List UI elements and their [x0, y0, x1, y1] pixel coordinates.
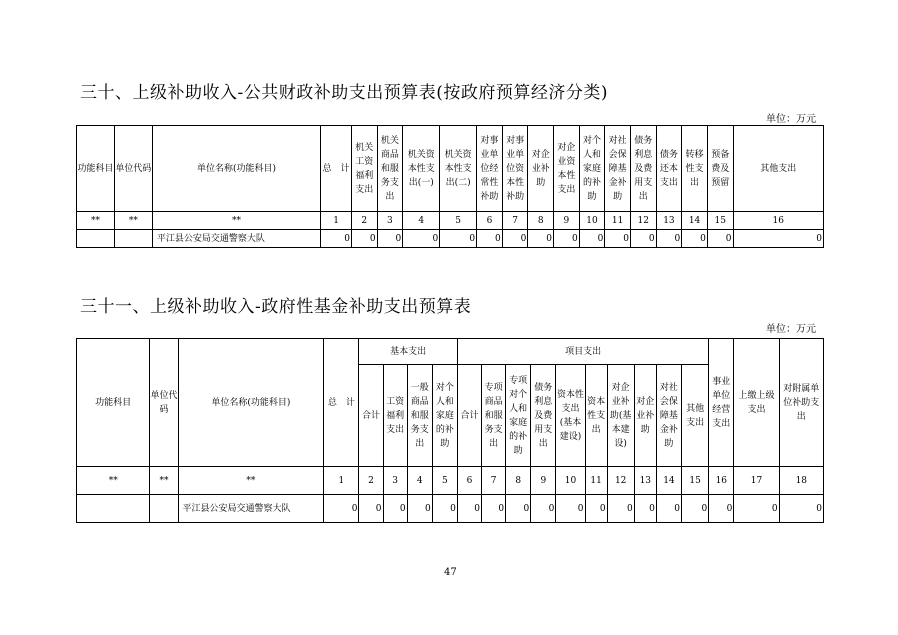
table30-header-row [77, 126, 824, 212]
col-wages: 工资福利支出 [383, 365, 407, 467]
index-cell: 13 [656, 212, 682, 230]
index-cell: ** [77, 212, 115, 230]
index-cell: 9 [531, 467, 556, 495]
index-cell: ** [150, 467, 178, 495]
col-h7: 机关资本性支出(二) [440, 126, 477, 212]
col-unit-name: 单位名称(功能科目) [152, 126, 320, 212]
data-cell: 0 [457, 495, 481, 523]
data-cell: 0 [531, 495, 556, 523]
col-special-personal: 专项对个人和家庭的补助 [506, 365, 531, 467]
index-cell: 16 [733, 212, 823, 230]
col-personal-subsidy: 对个人和家庭的补助 [432, 365, 457, 467]
col-h16: 转移性支出 [682, 126, 708, 212]
data-cell: 0 [707, 230, 733, 248]
data-cell: 0 [502, 230, 528, 248]
data-cell: 0 [682, 230, 708, 248]
col-debt-interest: 债务利息及费用支出 [531, 365, 556, 467]
index-cell: 14 [656, 467, 681, 495]
index-cell: 8 [528, 212, 554, 230]
index-cell: 3 [377, 212, 403, 230]
col-capital: 资本性支出 [585, 365, 607, 467]
index-cell: ** [77, 467, 150, 495]
index-cell: 4 [407, 467, 432, 495]
data-cell: 0 [630, 230, 656, 248]
col-h9: 对事业单位资本性补助 [502, 126, 528, 212]
col-other: 其他支出 [681, 365, 708, 467]
data-cell: 0 [324, 495, 359, 523]
col-h4: 机关工资福利支出 [351, 126, 377, 212]
index-cell: 1 [321, 212, 352, 230]
table30-data-row [77, 230, 824, 248]
col-social-security: 对社会保障基金补助 [656, 365, 681, 467]
col-h14: 债务利息及费用支出 [630, 126, 656, 212]
col-h5: 机关商品和服务支出 [377, 126, 403, 212]
col-basic-total: 合计 [359, 365, 383, 467]
data-cell: 0 [403, 230, 440, 248]
index-cell: 18 [779, 467, 823, 495]
index-cell: 14 [682, 212, 708, 230]
data-cell: 0 [383, 495, 407, 523]
index-cell: 11 [585, 467, 607, 495]
index-cell: 7 [502, 212, 528, 230]
index-cell: 2 [359, 467, 383, 495]
table30-unit: 单位：万元 [766, 114, 816, 125]
data-cell [114, 230, 152, 248]
data-cell: 0 [556, 495, 585, 523]
col-subsidiary-subsidy: 对附属单位补助支出 [779, 339, 823, 467]
data-cell: 0 [440, 230, 477, 248]
col-h10: 对企业补助 [528, 126, 554, 212]
table31-header-row-1 [77, 339, 824, 365]
index-cell: 1 [324, 467, 359, 495]
col-enterprise-construction: 对企业补助(基本建设) [607, 365, 634, 467]
data-cell: 0 [407, 495, 432, 523]
col-goods-services: 一般商品和服务支出 [407, 365, 432, 467]
table31-data-row [77, 495, 824, 523]
col-h17: 预备费及预留 [707, 126, 733, 212]
index-cell: 10 [556, 467, 585, 495]
index-cell: 10 [579, 212, 605, 230]
data-cell [150, 495, 178, 523]
col-h15: 债务还本支出 [656, 126, 682, 212]
data-cell: 0 [477, 230, 503, 248]
group-project-expenditure: 项目支出 [457, 339, 708, 365]
data-cell: 0 [656, 495, 681, 523]
index-cell: 17 [734, 467, 779, 495]
data-cell: 0 [554, 230, 580, 248]
data-cell: 0 [733, 230, 823, 248]
data-cell: 0 [709, 495, 734, 523]
col-special-goods: 专项商品和服务支出 [482, 365, 506, 467]
index-cell: 3 [383, 467, 407, 495]
col-h12: 对个人和家庭的补助 [579, 126, 605, 212]
table30 [76, 125, 824, 248]
col-unit-code: 单位代码 [114, 126, 152, 212]
index-cell: 6 [477, 212, 503, 230]
index-cell: 15 [707, 212, 733, 230]
data-cell: 0 [779, 495, 823, 523]
index-cell: 12 [630, 212, 656, 230]
col-function-subject: 功能科目 [77, 126, 115, 212]
data-cell: 0 [528, 230, 554, 248]
index-cell: ** [114, 212, 152, 230]
col-remit-superior: 上缴上级支出 [734, 339, 779, 467]
col-h6: 机关资本性支出(一) [403, 126, 440, 212]
data-cell: 0 [506, 495, 531, 523]
index-cell: 15 [681, 467, 708, 495]
index-cell: 9 [554, 212, 580, 230]
index-cell: 5 [432, 467, 457, 495]
index-cell: 13 [634, 467, 656, 495]
unit-name-cell: 平江县公安局交通警察大队 [152, 230, 320, 248]
data-cell [77, 230, 115, 248]
index-cell: ** [178, 467, 324, 495]
index-cell: 12 [607, 467, 634, 495]
table31 [76, 338, 824, 523]
index-cell: 5 [440, 212, 477, 230]
data-cell: 0 [634, 495, 656, 523]
index-cell: 2 [351, 212, 377, 230]
data-cell: 0 [605, 230, 631, 248]
data-cell: 0 [482, 495, 506, 523]
data-cell: 0 [681, 495, 708, 523]
data-cell: 0 [579, 230, 605, 248]
group-basic-expenditure: 基本支出 [359, 339, 457, 365]
data-cell: 0 [656, 230, 682, 248]
data-cell [77, 495, 150, 523]
col-total: 总 计 [321, 126, 352, 212]
col-total: 总 计 [324, 339, 359, 467]
index-cell: 7 [482, 467, 506, 495]
col-h11: 对企业资本性支出 [554, 126, 580, 212]
table31-index-row [77, 467, 824, 495]
col-unit-code: 单位代码 [150, 339, 178, 467]
data-cell: 0 [734, 495, 779, 523]
index-cell: 16 [709, 467, 734, 495]
col-h8: 对事业单位经常性补助 [477, 126, 503, 212]
index-cell: 8 [506, 467, 531, 495]
index-cell: 6 [457, 467, 481, 495]
index-cell: 11 [605, 212, 631, 230]
col-project-total: 合计 [457, 365, 481, 467]
data-cell: 0 [607, 495, 634, 523]
index-cell: 4 [403, 212, 440, 230]
table30-index-row [77, 212, 824, 230]
col-unit-name: 单位名称(功能科目) [178, 339, 324, 467]
data-cell: 0 [377, 230, 403, 248]
col-h18: 其他支出 [733, 126, 823, 212]
col-h13: 对社会保障基金补助 [605, 126, 631, 212]
table31-title: 三十一、上级补助收入-政府性基金补助支出预算表 [80, 297, 472, 317]
data-cell: 0 [432, 495, 457, 523]
data-cell: 0 [351, 230, 377, 248]
page-number: 47 [444, 567, 457, 578]
data-cell: 0 [585, 495, 607, 523]
table30-title: 三十、上级补助收入-公共财政补助支出预算表(按政府预算经济分类) [80, 83, 609, 103]
col-institution-operating: 事业单位经营支出 [709, 339, 734, 467]
col-capital-construction: 资本性支出(基本建设) [556, 365, 585, 467]
table31-unit: 单位：万元 [766, 324, 816, 335]
unit-name-cell: 平江县公安局交通警察大队 [178, 495, 324, 523]
data-cell: 0 [321, 230, 352, 248]
index-cell: ** [152, 212, 320, 230]
col-function-subject: 功能科目 [77, 339, 150, 467]
col-enterprise-subsidy: 对企业补助 [634, 365, 656, 467]
data-cell: 0 [359, 495, 383, 523]
